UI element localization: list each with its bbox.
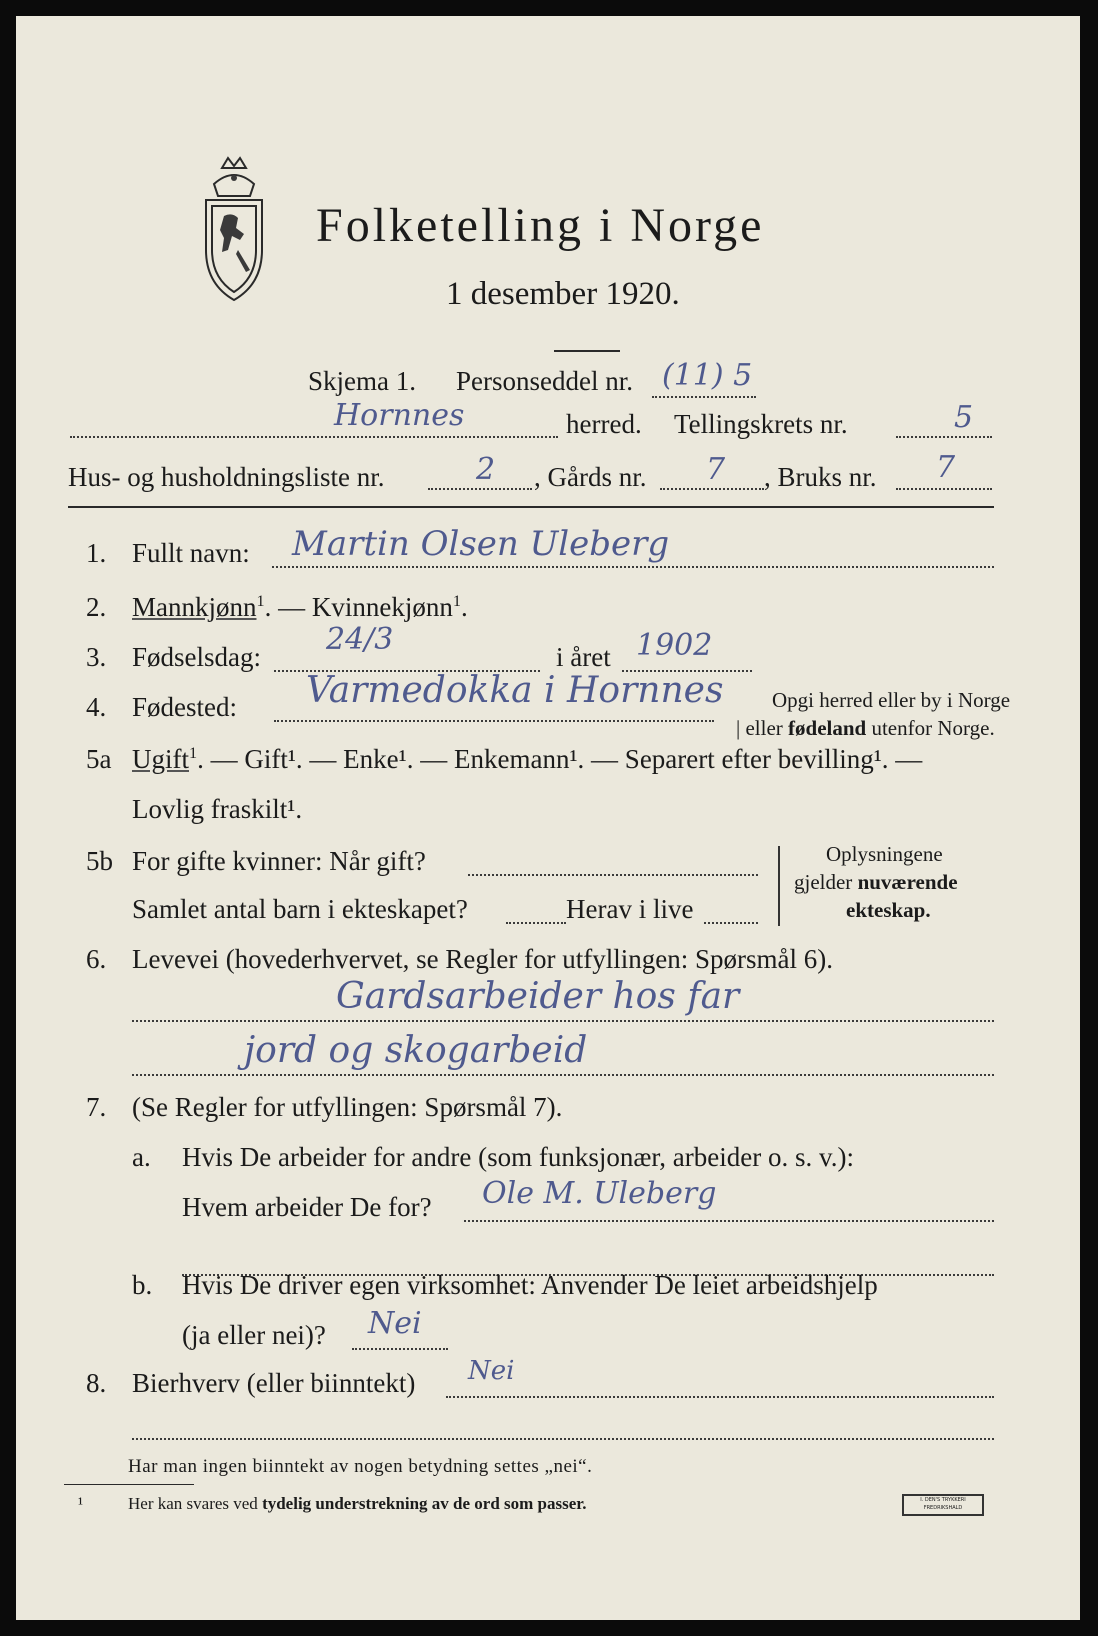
personseddel-label: Personseddel nr. (456, 366, 633, 396)
q8-number: 8. (86, 1368, 107, 1398)
census-date: 1 desember 1920. (446, 276, 680, 312)
footnote-mark: ¹ (78, 1494, 84, 1513)
footer-note: Har man ingen biinntekt av nogen betydning settes „nei“. (128, 1456, 593, 1477)
title-divider (554, 350, 620, 352)
own-business-label: (ja eller nei)? (182, 1320, 326, 1350)
herred-field[interactable] (70, 436, 558, 438)
q5a-number: 5a (86, 744, 112, 774)
children-field[interactable] (506, 922, 566, 924)
birthday-label: Fødselsdag: (132, 642, 262, 672)
q7a-letter: a. (132, 1142, 151, 1172)
printer-stamp: I. DEN'S TRYKKERI FREDRIKSHALD (902, 1494, 984, 1516)
q7a-line-1: Hvis De arbeider for andre (som funksjonær, arbeider o. s. v.): (182, 1142, 854, 1172)
gender-male[interactable]: Mannkjønn (132, 592, 257, 622)
page-title: Folketelling i Norge (316, 199, 765, 252)
employer-field[interactable] (464, 1220, 994, 1222)
hus-label: Hus- og husholdningsliste nr. (68, 462, 385, 492)
marriage-note-1: Oplysningene (826, 842, 943, 866)
birth-year-value: 1902 (636, 628, 713, 663)
occupation-field-1[interactable] (132, 1020, 994, 1022)
full-name-value: Martin Olsen Uleberg (292, 524, 670, 564)
q7-label: (Se Regler for utfyllingen: Spørsmål 7). (132, 1092, 563, 1122)
gards-value: 7 (706, 452, 726, 487)
married-women-label: For gifte kvinner: Når gift? (132, 846, 426, 876)
q1-label: Fullt navn: (132, 538, 250, 568)
employer-value: Ole M. Uleberg (482, 1176, 717, 1211)
q7-number: 7. (86, 1092, 107, 1122)
married-when-field[interactable] (468, 874, 758, 876)
full-name-field[interactable] (272, 566, 994, 568)
footnote-text: Her kan svares ved tydelig understrekning av de ord som passer. (128, 1494, 587, 1513)
employer-label: Hvem arbeider De for? (182, 1192, 432, 1222)
schema-label: Skjema 1. (308, 366, 416, 396)
bruks-field[interactable] (896, 488, 992, 490)
q4-number: 4. (86, 692, 107, 722)
side-income-value: Nei (468, 1356, 515, 1386)
hus-value: 2 (476, 452, 496, 487)
year-label: i året (556, 642, 611, 672)
tellingskrets-value: 5 (954, 400, 974, 435)
footnote-rule (64, 1484, 194, 1485)
hus-field[interactable] (428, 488, 532, 490)
tellingskrets-field[interactable] (896, 436, 992, 438)
q7b-line-1: Hvis De driver egen virksomhet: Anvender De leiet arbeidshjelp (182, 1270, 878, 1300)
marital-status-line: Ugift$^1$. — Gift¹. — Enke¹. — Enkemann¹. — Separert efter bevilling¹. — (132, 744, 923, 774)
tellingskrets-label: Tellingskrets nr. (674, 409, 848, 439)
children-label: Samlet antal barn i ekteskapet? (132, 894, 468, 924)
gards-label: , Gårds nr. (534, 462, 647, 492)
gards-field[interactable] (660, 488, 764, 490)
birthplace-hint-2: | eller fødeland utenfor Norge. (736, 716, 995, 740)
birthplace-label: Fødested: (132, 692, 237, 722)
occupation-value-1: Gardsarbeider hos far (336, 976, 740, 1017)
marriage-note-3: ekteskap. (846, 898, 931, 922)
alive-field[interactable] (704, 922, 758, 924)
side-income-label: Bierhverv (eller biinntekt) (132, 1368, 416, 1398)
census-form (16, 16, 1080, 1620)
birthday-value: 24/3 (326, 622, 394, 657)
birthplace-hint-1: Opgi herred eller by i Norge (772, 688, 1011, 712)
marital-status-line-2: Lovlig fraskilt¹. (132, 794, 303, 824)
personseddel-value: (11) 5 (662, 358, 753, 393)
marital-ugift[interactable]: Ugift (132, 744, 189, 774)
q1-number: 1. (86, 538, 107, 568)
occupation-label: Levevei (hovederhvervet, se Regler for utfyllingen: Spørsmål 6). (132, 944, 834, 974)
q2-number: 2. (86, 592, 107, 622)
personseddel-field[interactable] (652, 396, 756, 398)
marriage-note-2: gjelder nuværende (794, 870, 958, 894)
side-income-field[interactable] (446, 1396, 994, 1398)
side-income-field-2[interactable] (132, 1438, 994, 1440)
note-bracket (778, 846, 780, 926)
herred-label: herred. (566, 409, 642, 439)
q3-number: 3. (86, 642, 107, 672)
birthplace-value: Varmedokka i Hornnes (306, 670, 724, 711)
q5b-number: 5b (86, 846, 113, 876)
gender-female[interactable]: Kvinnekjønn (311, 592, 453, 622)
gender-line: Mannkjønn$^1$. — Kvinnekjønn$^1$. (132, 592, 468, 622)
alive-label: Herav i live (566, 894, 694, 924)
header-rule (68, 506, 994, 508)
birthplace-field[interactable] (274, 720, 714, 722)
q6-number: 6. (86, 944, 107, 974)
coat-of-arms-icon (192, 154, 276, 304)
bruks-value: 7 (936, 450, 956, 485)
occupation-value-2: jord og skogarbeid (244, 1030, 588, 1071)
own-business-field[interactable] (352, 1348, 448, 1350)
own-business-value: Nei (368, 1306, 422, 1341)
bruks-label: , Bruks nr. (764, 462, 877, 492)
herred-value: Hornnes (334, 398, 465, 433)
occupation-field-2[interactable] (132, 1074, 994, 1076)
q7b-letter: b. (132, 1270, 153, 1300)
